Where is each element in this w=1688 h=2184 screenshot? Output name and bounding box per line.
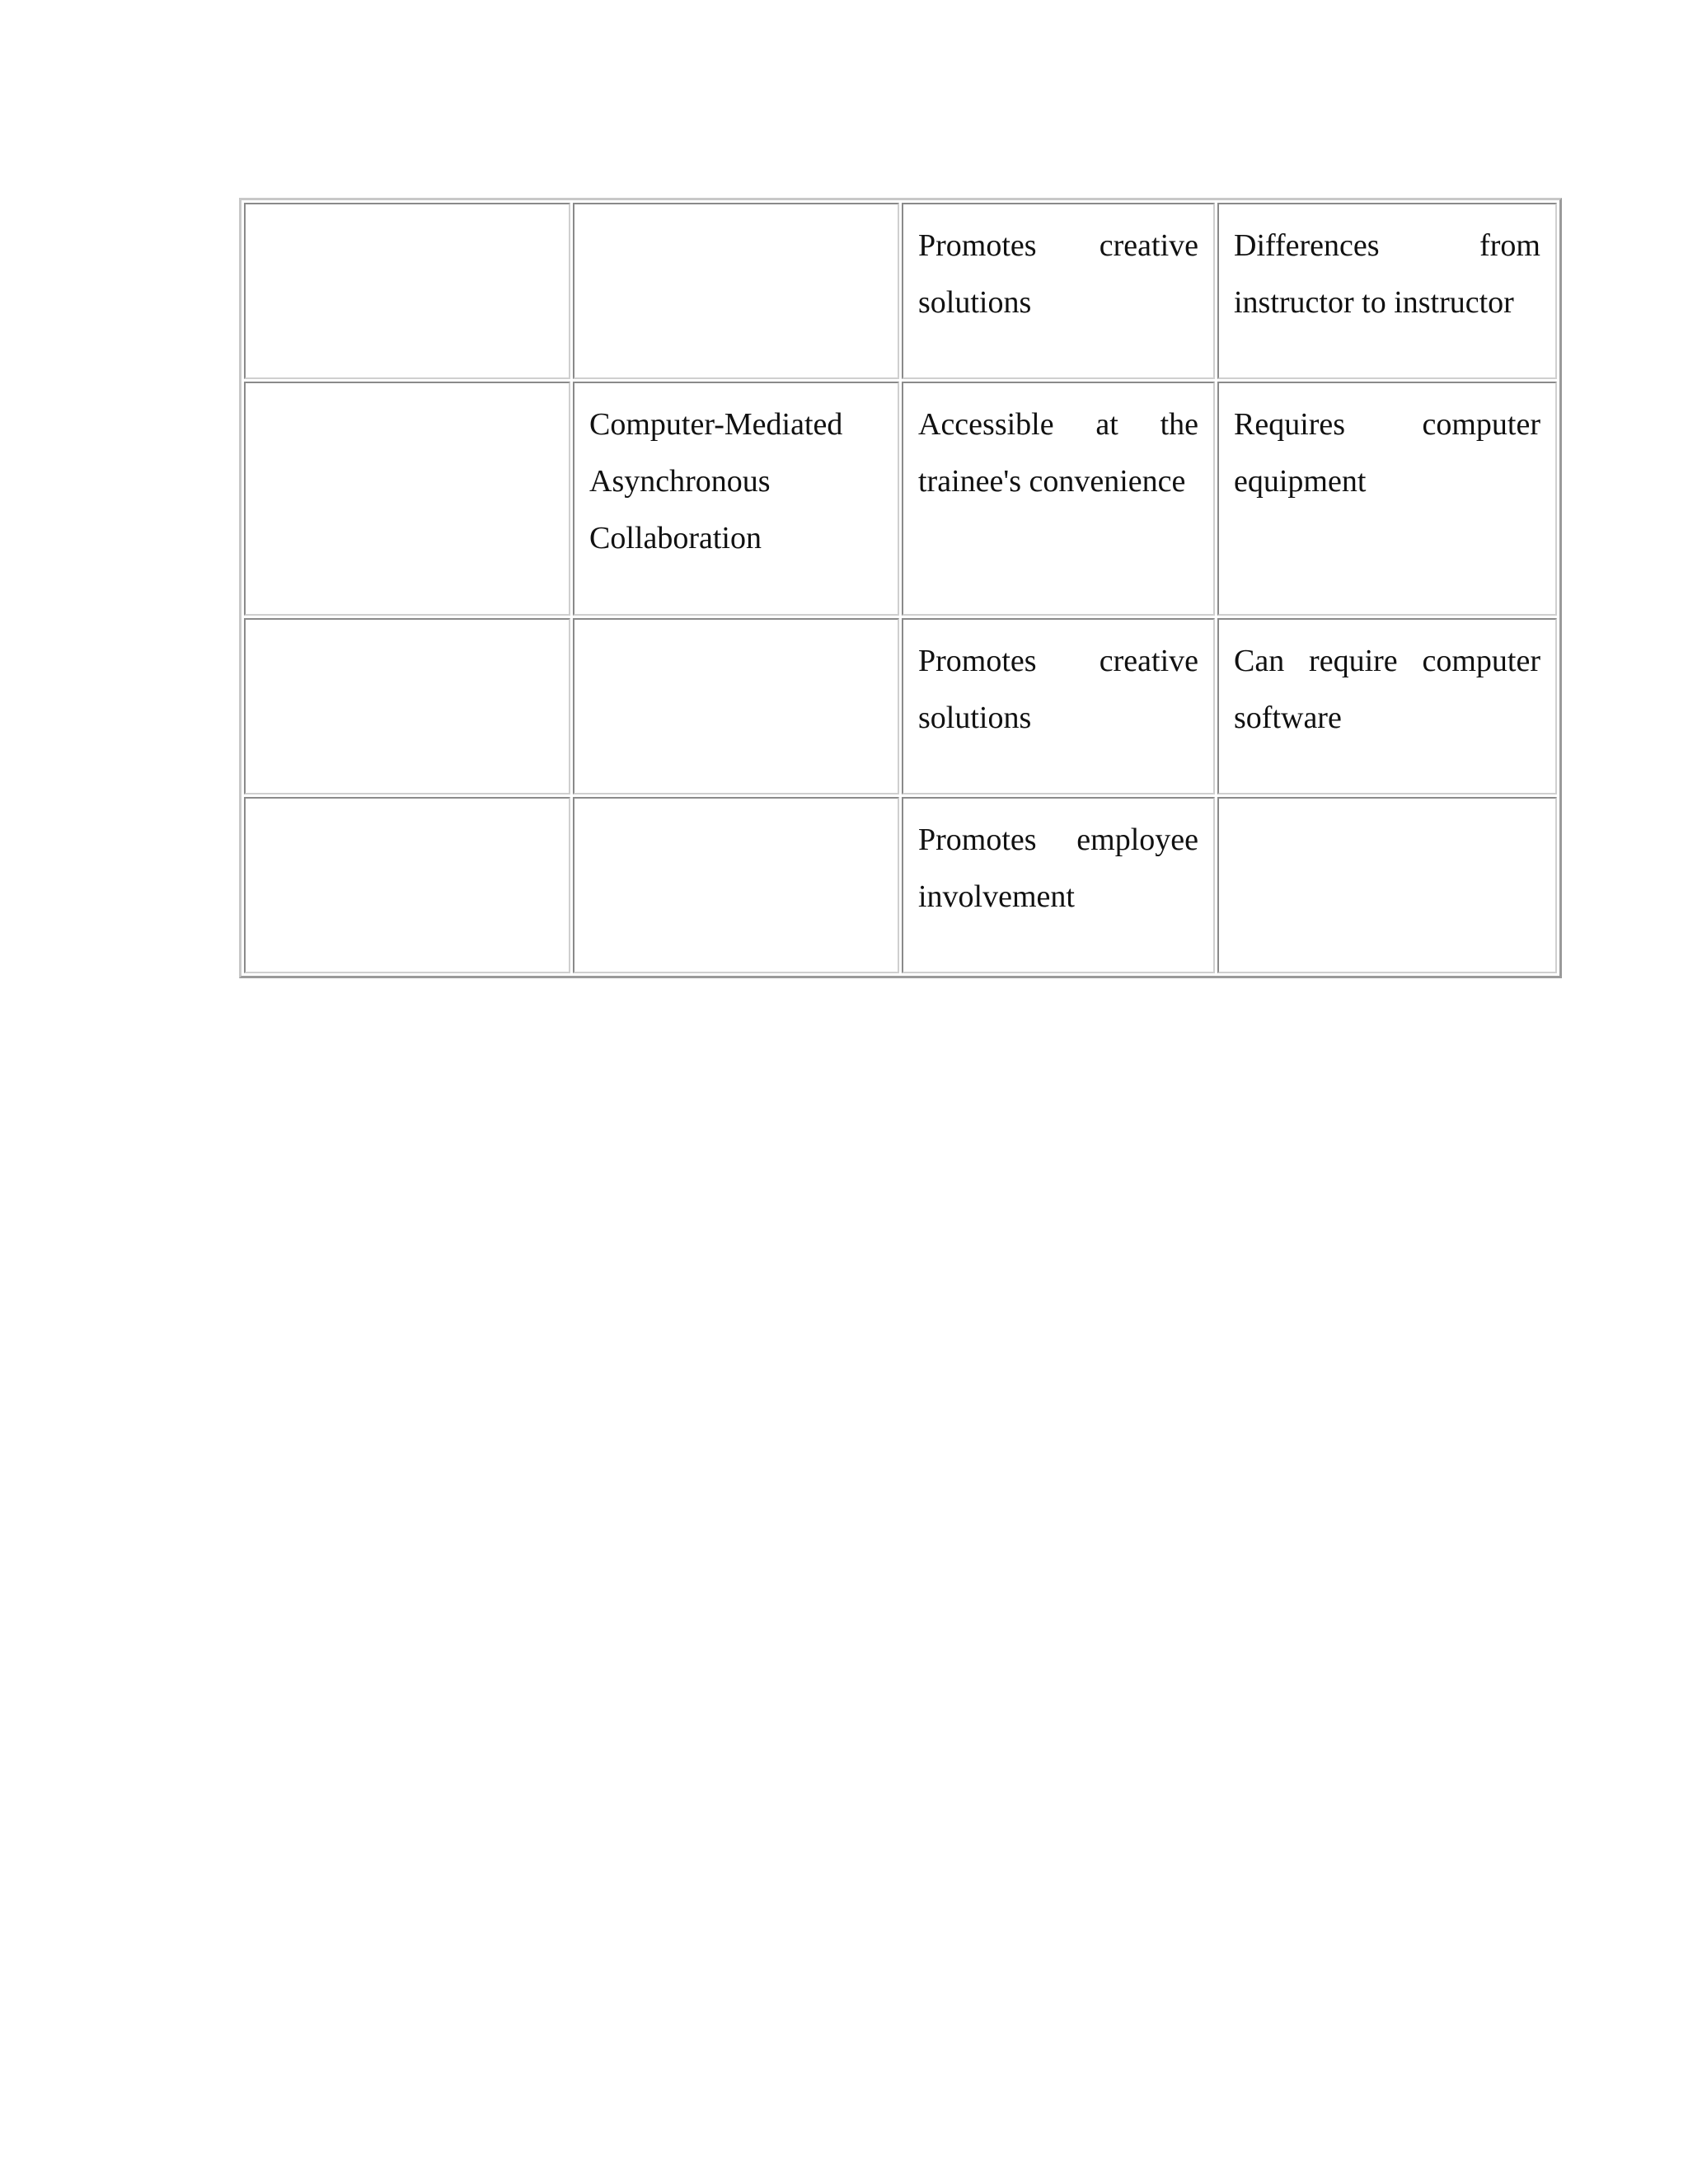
- table-cell-method: [573, 203, 899, 379]
- comparison-table: [239, 198, 1562, 978]
- table-cell-disadvantage: Differences from instructor to instructor: [1217, 203, 1557, 379]
- table-cell-advantage: Accessible at the trainee's convenience: [902, 382, 1215, 616]
- table-row: [244, 797, 1557, 973]
- table-cell-category: [244, 203, 570, 379]
- table-cell-advantage: Promotes creative solutions: [902, 618, 1215, 794]
- table-row: [244, 203, 1557, 379]
- table-row: [244, 382, 1557, 616]
- table-cell-disadvantage: Can require computer software: [1217, 618, 1557, 794]
- table-cell-category: [244, 618, 570, 794]
- table-cell-method: Computer-Mediated Asynchronous Collaboration: [573, 382, 899, 616]
- table-cell-method: [573, 618, 899, 794]
- table-cell-method: [573, 797, 899, 973]
- table-cell-category: [244, 797, 570, 973]
- table-cell-advantage: Promotes creative solutions: [902, 203, 1215, 379]
- table-cell-disadvantage: [1217, 797, 1557, 973]
- table-cell-disadvantage: Requires computer equipment: [1217, 382, 1557, 616]
- table-cell-advantage: Promotes employee involvement: [902, 797, 1215, 973]
- table-row: [244, 618, 1557, 794]
- table-cell-category: [244, 382, 570, 616]
